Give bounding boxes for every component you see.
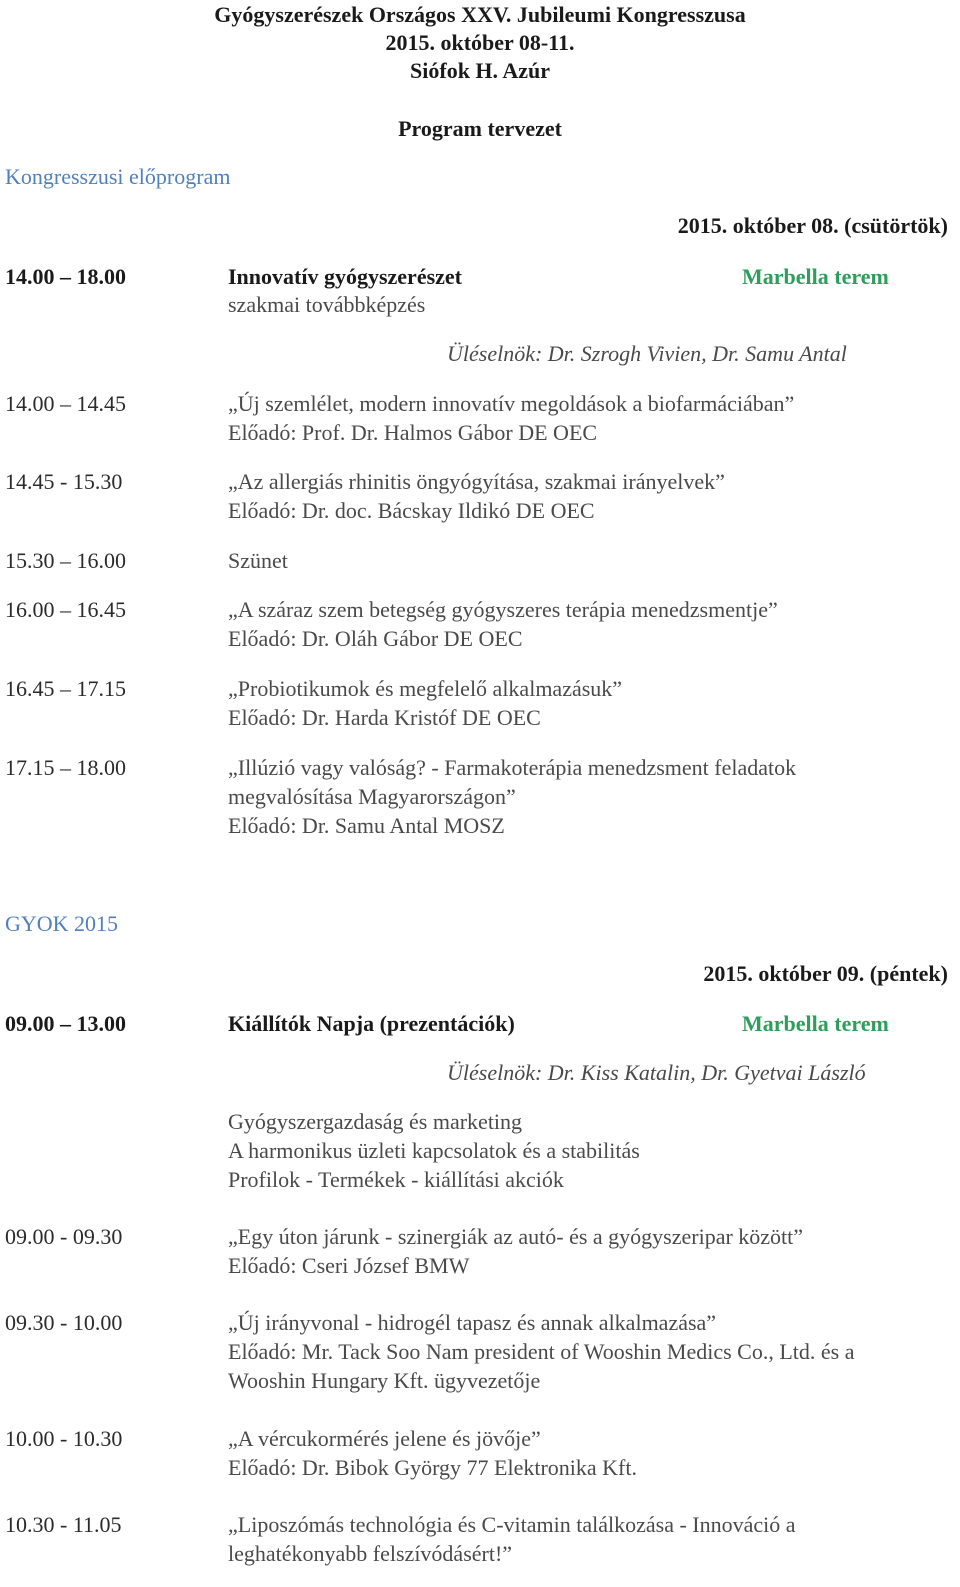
agenda-speaker: Előadó: Dr. Bibok György 77 Elektronika Kft.	[228, 1455, 637, 1480]
agenda-title: „Új szemlélet, modern innovatív megoldások a biofarmáciában”	[228, 391, 795, 416]
session-time: 14.00 – 18.00	[5, 264, 126, 289]
agenda-break: Szünet	[228, 548, 288, 573]
topic-line: A harmonikus üzleti kapcsolatok és a stabilitás	[228, 1138, 640, 1163]
agenda-title: „A vércukormérés jelene és jövője”	[228, 1426, 541, 1451]
congress-title: Gyógyszerészek Országos XXV. Jubileumi Kongresszusa	[214, 2, 746, 27]
congress-venue: Siófok H. Azúr	[410, 58, 550, 83]
agenda-title-continued: megvalósítása Magyarországon”	[228, 784, 516, 809]
agenda-title: „A száraz szem betegség gyógyszeres terápia menedzsmentje”	[228, 597, 778, 622]
agenda-speaker: Előadó: Dr. doc. Bácskay Ildikó DE OEC	[228, 498, 595, 523]
agenda-title: „Új irányvonal - hidrogél tapasz és annak alkalmazása”	[228, 1310, 717, 1335]
agenda-speaker: Előadó: Prof. Dr. Halmos Gábor DE OEC	[228, 420, 598, 445]
agenda-title: „Liposzómás technológia és C-vitamin találkozása - Innováció a	[228, 1512, 796, 1537]
agenda-title: „Probiotikumok és megfelelő alkalmazásuk”	[228, 676, 623, 701]
room-label: Marbella terem	[742, 1011, 889, 1036]
agenda-time: 10.30 - 11.05	[5, 1512, 122, 1537]
agenda-speaker: Előadó: Dr. Oláh Gábor DE OEC	[228, 626, 523, 651]
agenda-time: 15.30 – 16.00	[5, 548, 126, 573]
agenda-title: „Illúzió vagy valóság? - Farmakoterápia menedzsment feladatok	[228, 755, 797, 780]
agenda-time: 09.30 - 10.00	[5, 1310, 123, 1335]
agenda-time: 10.00 - 10.30	[5, 1426, 123, 1451]
agenda-speaker: Előadó: Dr. Samu Antal MOSZ	[228, 813, 505, 838]
session-time: 09.00 – 13.00	[5, 1011, 126, 1036]
day-heading-friday: 2015. október 09. (péntek)	[703, 961, 948, 986]
topic-line: Profilok - Termékek - kiállítási akciók	[228, 1167, 564, 1192]
day-heading-thursday: 2015. október 08. (csütörtök)	[677, 213, 948, 238]
agenda-time: 09.00 - 09.30	[5, 1224, 123, 1249]
agenda-speaker-continued: Wooshin Hungary Kft. ügyvezetője	[228, 1368, 541, 1393]
agenda-title: „Az allergiás rhinitis öngyógyítása, szakmai irányelvek”	[228, 469, 725, 494]
room-label: Marbella terem	[742, 264, 889, 289]
agenda-time: 14.45 - 15.30	[5, 469, 123, 494]
session-title: Kiállítók Napja (prezentációk)	[228, 1011, 515, 1036]
section-heading-gyok: GYOK 2015	[5, 911, 119, 936]
session-subtitle: szakmai továbbképzés	[228, 292, 426, 317]
session-chairs: Üléselnök: Dr. Szrogh Vivien, Dr. Samu Antal	[447, 341, 847, 366]
session-chairs: Üléselnök: Dr. Kiss Katalin, Dr. Gyetvai László	[447, 1060, 866, 1085]
program-title: Program tervezet	[398, 116, 562, 141]
session-title: Innovatív gyógyszerészet	[228, 264, 463, 289]
topic-line: Gyógyszergazdaság és marketing	[228, 1109, 523, 1134]
agenda-time: 14.00 – 14.45	[5, 391, 126, 416]
agenda-time: 17.15 – 18.00	[5, 755, 126, 780]
agenda-speaker: Előadó: Mr. Tack Soo Nam president of Wooshin Medics Co., Ltd. és a	[228, 1339, 855, 1364]
agenda-title-continued: leghatékonyabb felszívódásért!”	[228, 1541, 513, 1566]
agenda-time: 16.00 – 16.45	[5, 597, 126, 622]
congress-dates: 2015. október 08-11.	[385, 30, 575, 55]
agenda-time: 16.45 – 17.15	[5, 676, 126, 701]
section-heading-preprogram: Kongresszusi előprogram	[5, 164, 231, 189]
agenda-title: „Egy úton járunk - szinergiák az autó- és a gyógyszeripar között”	[228, 1224, 804, 1249]
agenda-speaker: Előadó: Cseri József BMW	[228, 1253, 470, 1278]
agenda-speaker: Előadó: Dr. Harda Kristóf DE OEC	[228, 705, 541, 730]
